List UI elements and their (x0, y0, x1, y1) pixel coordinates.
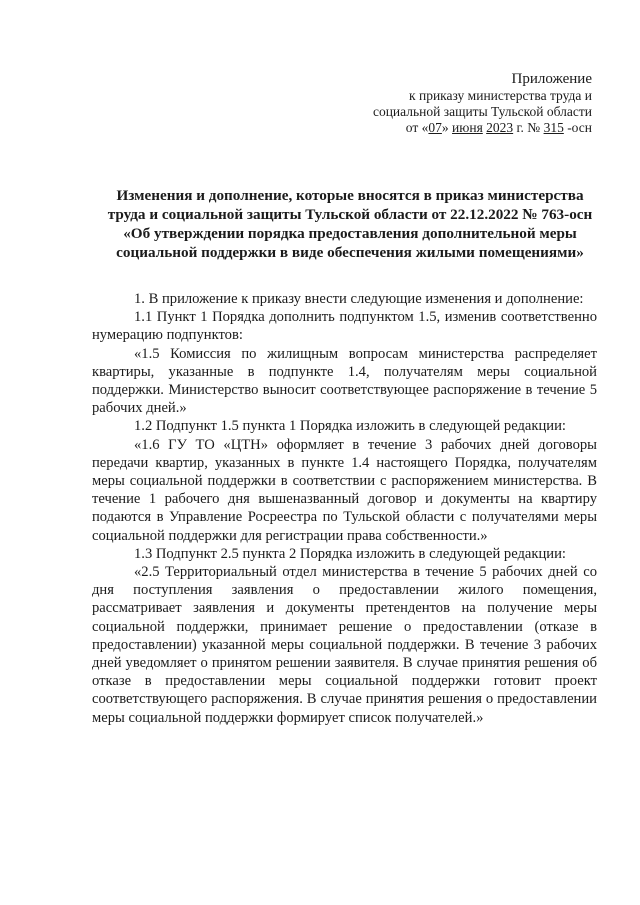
order-number-suffix: -осн (563, 120, 592, 135)
heading-line-3: «Об утверждении порядка предоставления дополнительной меры (123, 225, 577, 242)
appendix-line-2: социальной защиты Тульской области (372, 104, 592, 119)
appendix-title: Приложение (511, 71, 592, 87)
date-suffix: г. № (513, 120, 544, 135)
paragraph-quote-1-5: «1.5 Комиссия по жилищным вопросам министерства распределяет квартиры, указанные в подпункте 1.4, получателям меры социальной поддержки. Министерство выносит соответствующее распоряжение в течение 5 рабочих дней.» (92, 345, 597, 417)
appendix-line-1: к приказу министерства труда и (409, 88, 592, 103)
paragraph-1: 1. В приложение к приказу внести следующие изменения и дополнение: (134, 291, 584, 307)
order-number: 315 (543, 120, 564, 135)
date-day: 07 (428, 120, 442, 135)
appendix-date-line (373, 120, 592, 136)
paragraph-1-2: 1.2 Подпункт 1.5 пункта 1 Порядка изложить в следующей редакции: (134, 418, 566, 435)
paragraph-quote-1-6: «1.6 ГУ ТО «ЦТН» оформляет в течение 3 рабочих дней договоры передачи квартир, указанных в пункте 1.4 настоящего Порядка, получателям меры социальной поддержки в соответствии с распоряжением министерства. В течение 1 рабочего дня вышеназванный договор и документы на квартиру подаются в Управление Росреестра по Тульской области с получателями меры социальной поддержки для регистрации права собственности.» (92, 436, 597, 544)
date-month: июня (452, 120, 483, 135)
heading-line-4: социальной поддержки в виде обеспечения жилыми помещениями» (116, 244, 584, 261)
date-year: 2023 (486, 120, 514, 135)
paragraph-1-3: 1.3 Подпункт 2.5 пункта 2 Порядка изложить в следующей редакции: (134, 545, 566, 562)
date-mid: » (441, 120, 453, 135)
document-body (92, 290, 597, 727)
document-heading (90, 186, 610, 262)
paragraph-quote-2-5: «2.5 Территориальный отдел министерства в течение 5 рабочих дней со дня поступления заявления о предоставлении жилого помещения, рассматривает заявления и документы претендентов на получение меры социальной поддержки, принимает решение о предоставлении (отказе в предоставлении) указанной меры социальной поддержки. В течение 3 рабочих дней уведомляет о принятом решении заявителя. В случае принятия решения об отказе в предоставлении меры социальной поддержки готовит проект соответствующего распоряжения. В случае принятия решения о предоставлении меры социальной поддержки формирует список получателей.» (92, 564, 597, 726)
date-prefix: от « (405, 120, 429, 135)
paragraph-1-1: 1.1 Пункт 1 Порядка дополнить подпунктом 1.5, изменив соответственно нумерацию подпунктов: (92, 309, 597, 344)
heading-line-1: Изменения и дополнение, которые вносятся в приказ министерства (116, 187, 584, 204)
heading-line-2: труда и социальной защиты Тульской области от 22.12.2022 № 763-осн (107, 206, 593, 223)
appendix-header (373, 70, 592, 136)
